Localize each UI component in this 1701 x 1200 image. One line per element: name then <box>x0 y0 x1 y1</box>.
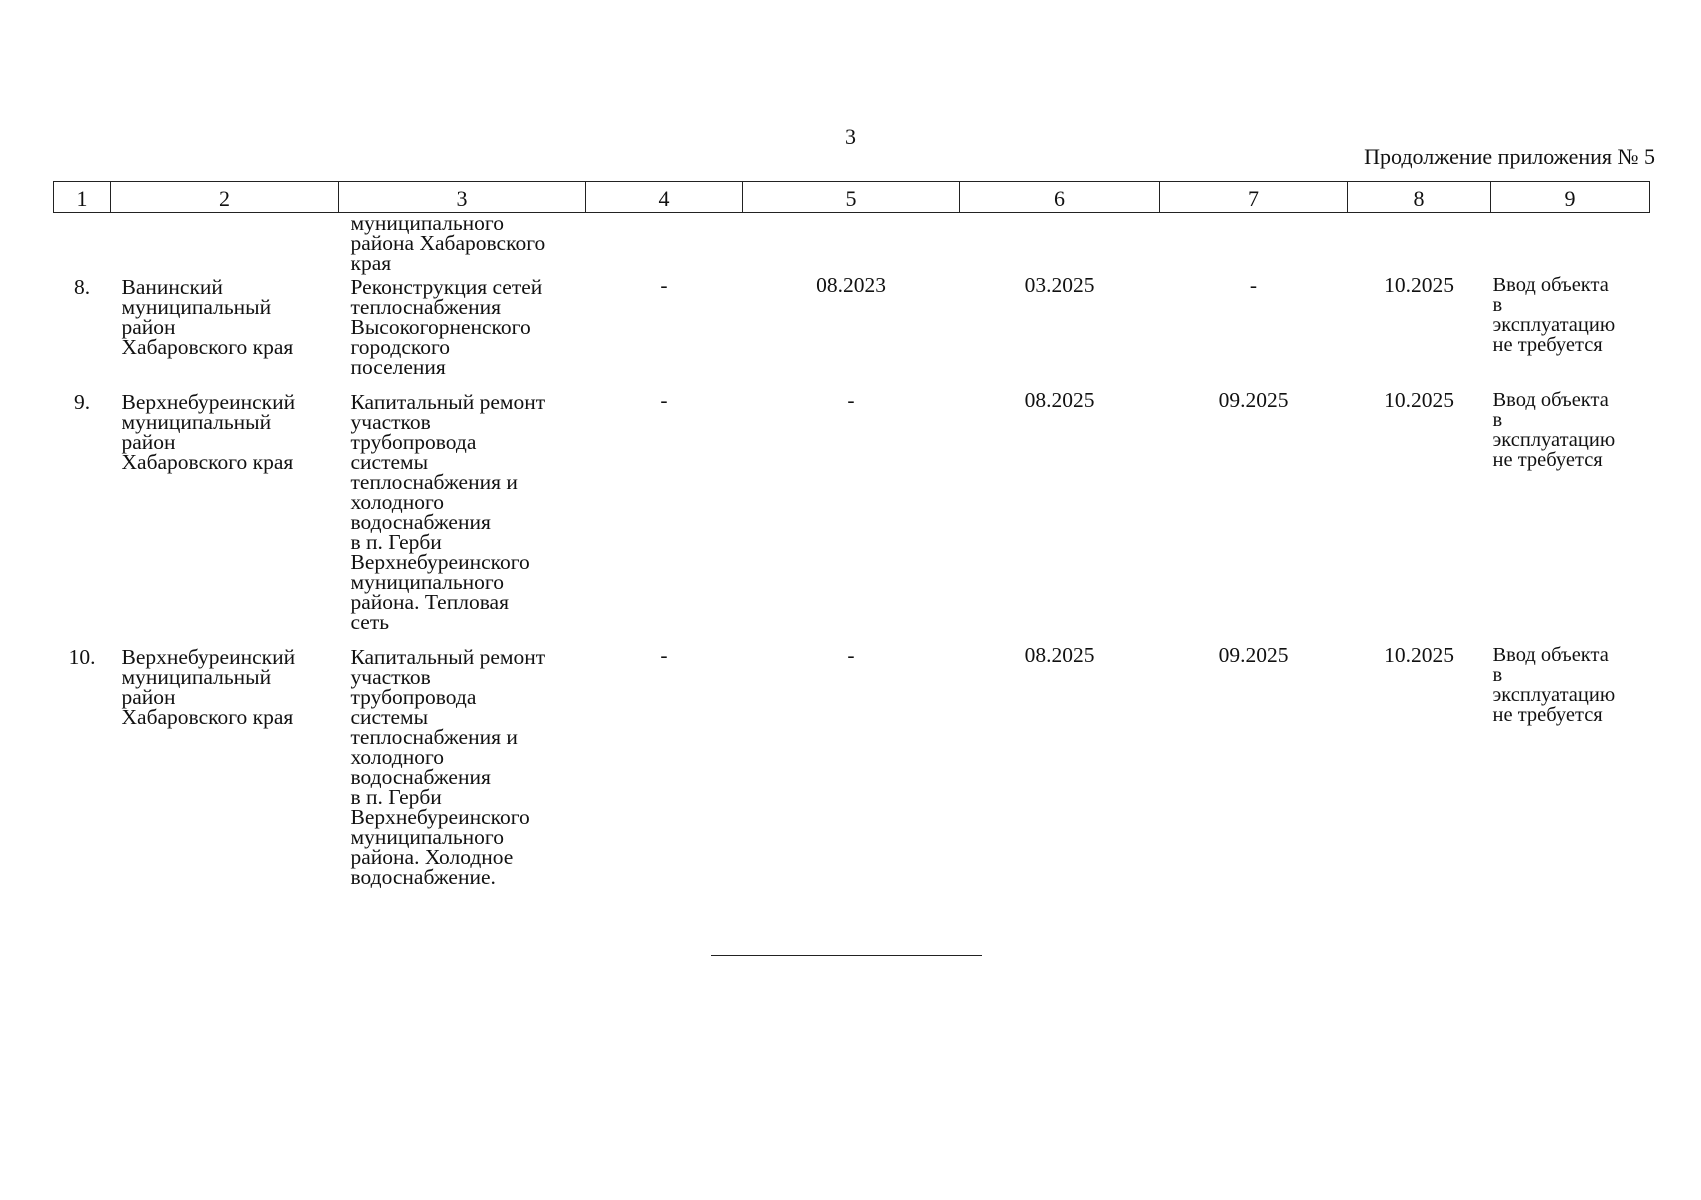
column-header: 5 <box>743 182 960 213</box>
note-cell: Ввод объекта в эксплуатацию не требуется <box>1492 389 1616 471</box>
column-number-header-row <box>54 182 1650 213</box>
column-header: 6 <box>960 182 1160 213</box>
value-cell: 09.2025 <box>1218 388 1289 412</box>
column-header: 7 <box>1160 182 1348 213</box>
object-cell: Капитальный ремонт участков трубопровода системы теплоснабжения и холодного водоснабжения в п. Герби Верхнебуреинского муниципального района. Холодное водоснабжение. <box>350 645 546 889</box>
column-header: 3 <box>339 182 586 213</box>
table-cell <box>586 213 743 276</box>
document-end-rule <box>711 955 982 956</box>
object-cell: муниципального района Хабаровского края <box>350 211 546 275</box>
table-row <box>54 275 1650 390</box>
column-header: 4 <box>586 182 743 213</box>
continuation-row <box>54 213 1650 276</box>
column-header: 9 <box>1491 182 1650 213</box>
district-cell: Верхнебуреинский муниципальный район Хабаровского края <box>121 645 296 729</box>
row-number-cell: 9. <box>73 390 91 414</box>
table-cell <box>1160 213 1348 276</box>
value-cell: - <box>847 388 855 412</box>
row-number-cell: 8. <box>73 275 91 299</box>
value-cell: 03.2025 <box>1024 273 1095 297</box>
value-cell: 09.2025 <box>1218 643 1289 667</box>
district-cell: Ванинский муниципальный район Хабаровского края <box>121 275 294 359</box>
column-header: 2 <box>111 182 339 213</box>
table-cell <box>1348 213 1491 276</box>
value-cell: - <box>847 643 855 667</box>
table-cell <box>960 213 1160 276</box>
note-cell: Ввод объекта в эксплуатацию не требуется <box>1492 274 1616 356</box>
appendix-continuation-note: Продолжение приложения № 5 <box>1364 144 1655 169</box>
table-cell <box>743 213 960 276</box>
value-cell: - <box>660 643 668 667</box>
value-cell: 08.2025 <box>1024 388 1095 412</box>
column-header: 1 <box>54 182 111 213</box>
column-header: 8 <box>1348 182 1491 213</box>
table-cell <box>111 213 339 276</box>
table-cell <box>1491 213 1650 276</box>
table-cell <box>54 213 111 276</box>
row-number-cell: 10. <box>68 645 96 669</box>
page-number: 3 <box>845 124 856 149</box>
value-cell: 10.2025 <box>1384 643 1454 667</box>
table-row <box>54 645 1650 892</box>
value-cell: - <box>1249 273 1258 297</box>
value-cell: - <box>660 273 668 297</box>
projects-table <box>53 181 1650 892</box>
object-cell: Капитальный ремонт участков трубопровода системы теплоснабжения и холодного водоснабжения в п. Герби Верхнебуреинского муниципального района. Тепловая сеть <box>350 390 546 634</box>
value-cell: - <box>660 388 668 412</box>
table-row <box>54 390 1650 645</box>
value-cell: 08.2025 <box>1024 643 1095 667</box>
value-cell: 10.2025 <box>1384 388 1454 412</box>
value-cell: 08.2023 <box>816 273 886 297</box>
object-cell: Реконструкция сетей теплоснабжения Высокогорненского городского поселения <box>350 275 543 379</box>
district-cell: Верхнебуреинский муниципальный район Хабаровского края <box>121 390 296 474</box>
note-cell: Ввод объекта в эксплуатацию не требуется <box>1492 644 1616 726</box>
value-cell: 10.2025 <box>1384 273 1454 297</box>
